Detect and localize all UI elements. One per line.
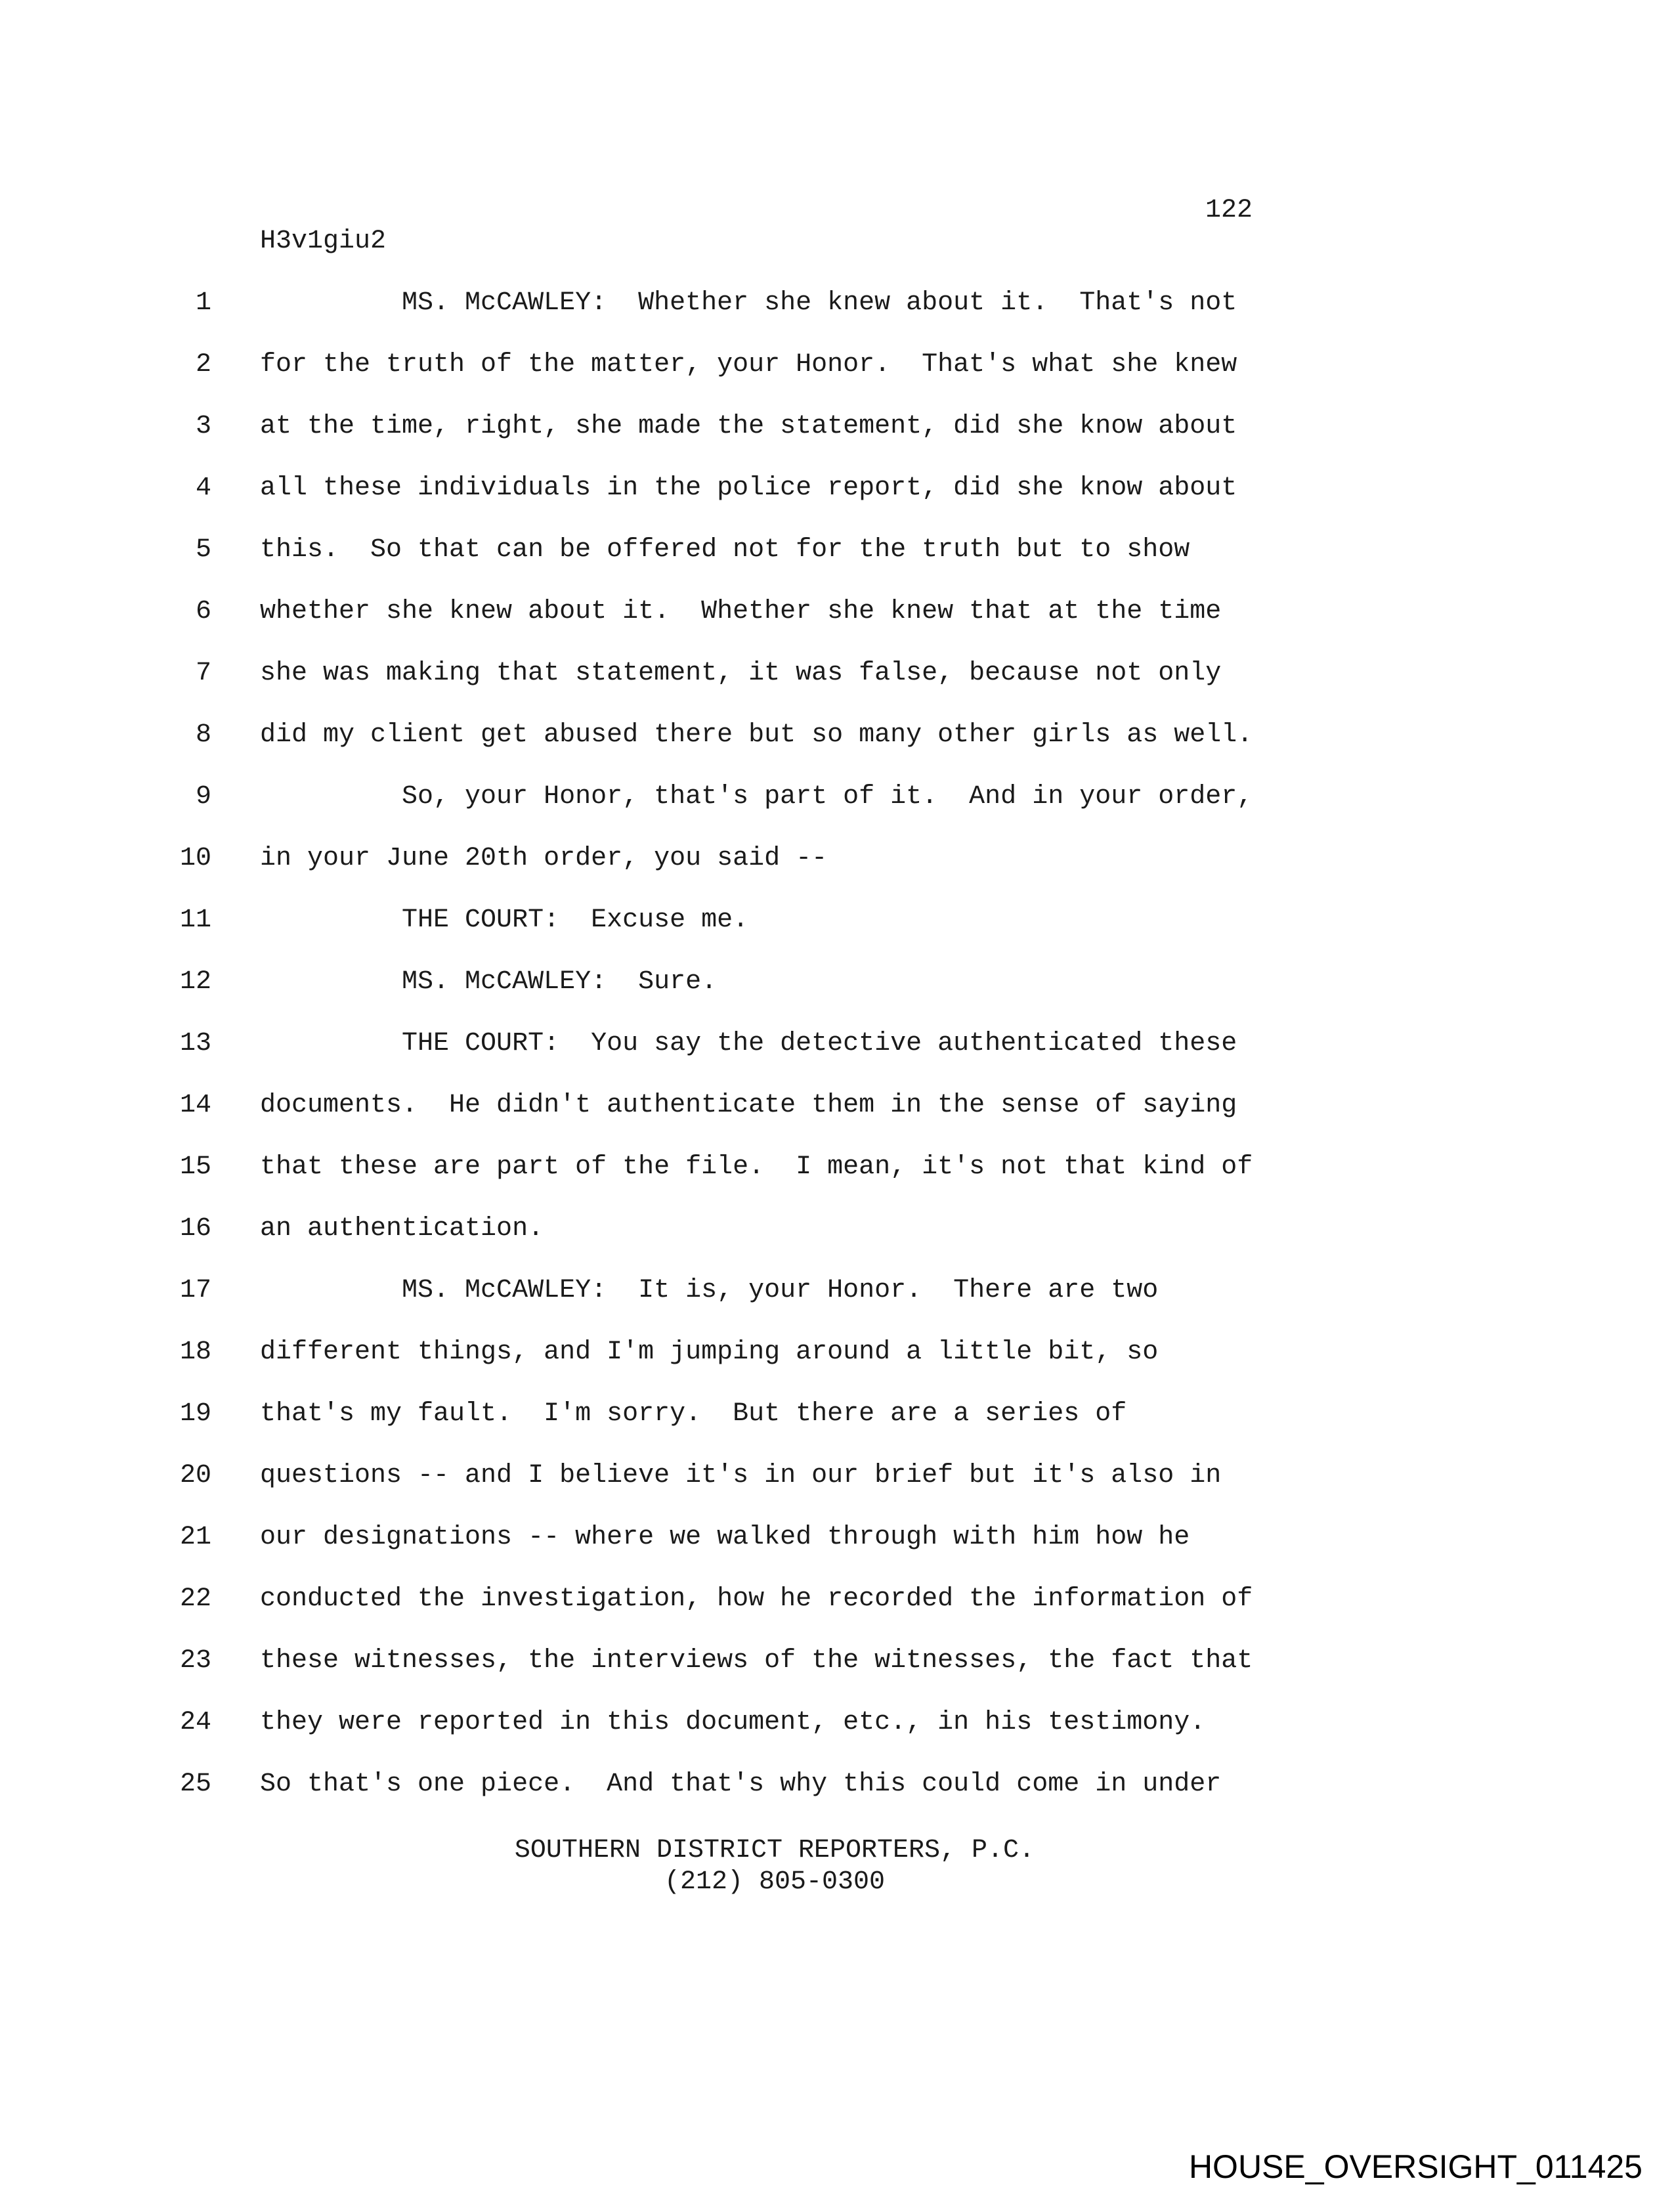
line-text: our designations -- where we walked through with him how he xyxy=(260,1523,1190,1552)
line-number: 1 xyxy=(195,288,211,318)
transcript-line xyxy=(0,349,1674,411)
line-text: documents. He didn't authenticate them in the sense of saying xyxy=(260,1091,1237,1120)
line-text: THE COURT: You say the detective authenticated these xyxy=(260,1029,1237,1058)
line-number: 14 xyxy=(179,1091,211,1120)
line-text: different things, and I'm jumping around a little bit, so xyxy=(260,1337,1159,1367)
line-text: MS. McCAWLEY: It is, your Honor. There are two xyxy=(260,1276,1159,1305)
line-number: 20 xyxy=(179,1461,211,1490)
line-number: 13 xyxy=(179,1029,211,1058)
transcript-line xyxy=(0,1522,1674,1584)
line-number: 15 xyxy=(179,1152,211,1182)
line-text: an authentication. xyxy=(260,1214,544,1244)
line-number: 19 xyxy=(179,1399,211,1429)
line-number: 22 xyxy=(179,1584,211,1614)
line-number: 24 xyxy=(179,1708,211,1737)
transcript-line xyxy=(0,288,1674,349)
transcript-line xyxy=(0,411,1674,473)
transcript-line xyxy=(0,905,1674,966)
transcript-line xyxy=(0,1584,1674,1645)
transcript-line xyxy=(0,781,1674,843)
line-number: 7 xyxy=(195,659,211,688)
line-text: did my client get abused there but so many other girls as well. xyxy=(260,720,1253,750)
line-text: in your June 20th order, you said -- xyxy=(260,844,828,873)
line-number: 23 xyxy=(179,1646,211,1676)
line-number: 17 xyxy=(179,1276,211,1305)
line-number: 2 xyxy=(195,350,211,380)
line-text: THE COURT: Excuse me. xyxy=(260,905,749,935)
line-text: whether she knew about it. Whether she knew that at the time xyxy=(260,597,1222,626)
line-text: that's my fault. I'm sorry. But there are a series of xyxy=(260,1399,1127,1429)
transcript-line xyxy=(0,1213,1674,1275)
transcript-line xyxy=(0,1769,1674,1831)
transcript-line xyxy=(0,658,1674,720)
transcript-line xyxy=(0,1707,1674,1769)
transcript-line xyxy=(0,1460,1674,1522)
line-text: for the truth of the matter, your Honor. That's what she knew xyxy=(260,350,1237,380)
transcript-body xyxy=(0,288,1674,1831)
reporter-name: SOUTHERN DISTRICT REPORTERS, P.C. xyxy=(514,1836,1035,1865)
transcript-line xyxy=(0,1028,1674,1090)
line-text: MS. McCAWLEY: Whether she knew about it. That's not xyxy=(260,288,1237,318)
line-text: So that's one piece. And that's why this could come in under xyxy=(260,1769,1222,1799)
transcript-line xyxy=(0,1275,1674,1337)
transcript-line xyxy=(0,534,1674,596)
line-text: MS. McCAWLEY: Sure. xyxy=(260,967,718,997)
document-id: H3v1giu2 xyxy=(260,227,387,256)
transcript-line xyxy=(0,1399,1674,1460)
transcript-line xyxy=(0,1090,1674,1152)
page-number: 122 xyxy=(1205,196,1253,225)
transcript-line xyxy=(0,1645,1674,1707)
line-number: 11 xyxy=(179,905,211,935)
line-number: 8 xyxy=(195,720,211,750)
line-text: she was making that statement, it was false, because not only xyxy=(260,659,1222,688)
line-text: conducted the investigation, how he recorded the information of xyxy=(260,1584,1253,1614)
reporter-phone: (212) 805-0300 xyxy=(664,1867,886,1897)
line-number: 4 xyxy=(195,473,211,503)
line-text: that these are part of the file. I mean, it's not that kind of xyxy=(260,1152,1253,1182)
transcript-line xyxy=(0,720,1674,781)
line-text: all these individuals in the police report, did she know about xyxy=(260,473,1237,503)
line-number: 16 xyxy=(179,1214,211,1244)
line-number: 9 xyxy=(195,782,211,812)
line-number: 25 xyxy=(179,1769,211,1799)
line-number: 12 xyxy=(179,967,211,997)
line-text: this. So that can be offered not for the truth but to show xyxy=(260,535,1190,565)
transcript-line xyxy=(0,473,1674,534)
line-number: 6 xyxy=(195,597,211,626)
transcript-line xyxy=(0,1337,1674,1399)
line-number: 18 xyxy=(179,1337,211,1367)
transcript-line xyxy=(0,596,1674,658)
line-number: 5 xyxy=(195,535,211,565)
line-text: So, your Honor, that's part of it. And in your order, xyxy=(260,782,1253,812)
line-text: they were reported in this document, etc., in his testimony. xyxy=(260,1708,1206,1737)
line-text: questions -- and I believe it's in our brief but it's also in xyxy=(260,1461,1222,1490)
transcript-line xyxy=(0,1152,1674,1213)
transcript-line xyxy=(0,843,1674,905)
line-number: 21 xyxy=(179,1523,211,1552)
transcript-line xyxy=(0,966,1674,1028)
line-number: 10 xyxy=(179,844,211,873)
line-number: 3 xyxy=(195,412,211,441)
bates-number: HOUSE_OVERSIGHT_011425 xyxy=(1188,2148,1642,2185)
line-text: at the time, right, she made the statement, did she know about xyxy=(260,412,1237,441)
line-text: these witnesses, the interviews of the witnesses, the fact that xyxy=(260,1646,1253,1676)
